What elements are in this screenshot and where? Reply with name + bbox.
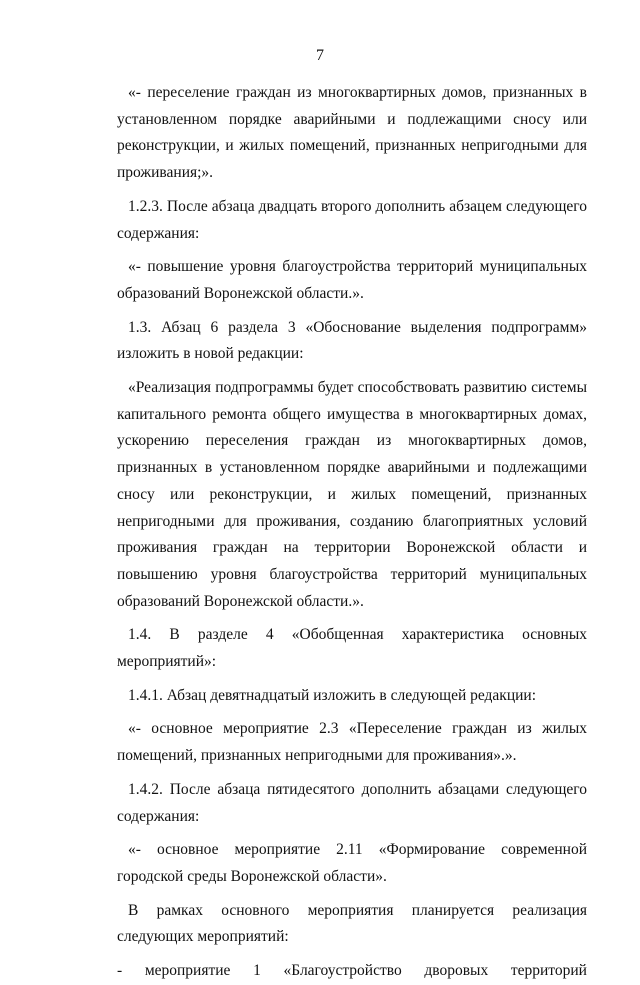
document-body (117, 80, 587, 985)
activity-1-line (117, 958, 587, 985)
paragraph-resettlement-item: «- переселение граждан из многоквартирных домов, признанных в установленном порядке аварийными и подлежащими сносу или реконструкции, и жилых помещений, признанных непригодными для проживания;». (117, 84, 587, 182)
paragraph-1-4-2: 1.4.2. После абзаца пятидесятого дополнить абзацами следующего содержания: (117, 780, 587, 825)
paragraph-1-2-3: 1.2.3. После абзаца двадцать второго дополнить абзацем следующего содержания: (117, 197, 587, 242)
paragraph-planned-activities: В рамках основного мероприятия планируется реализация следующих мероприятий: (117, 901, 587, 946)
page-number: 7 (316, 47, 324, 64)
paragraph-1-4: 1.4. В разделе 4 «Обобщенная характеристика основных мероприятий»: (117, 626, 587, 671)
activity-word-5: территорий (510, 962, 587, 980)
paragraph-main-activity-2-3: «- основное мероприятие 2.3 «Переселение граждан из жилых помещений, признанных непригодными для проживания».». (117, 720, 587, 765)
list-dash: - (117, 962, 123, 980)
activity-word-3: «Благоустройство (283, 962, 402, 980)
paragraph-subprogram-rationale: «Реализация подпрограммы будет способствовать развитию системы капитального ремонта общего имущества в многоквартирных домах, ускорению переселения граждан из многоквартирных домов, признанных в установленном порядке аварийными и подлежащими сносу или реконструкции, и жилых помещений, признанных непригодными для проживания, созданию благоприятных условий проживания граждан на территории Воронежской области и повышению уровня благоустройства территорий муниципальных образований Воронежской области.». (117, 379, 587, 610)
paragraph-1-3: 1.3. Абзац 6 раздела 3 «Обоснование выделения подпрограмм» изложить в новой редакции: (117, 318, 587, 363)
activity-word-2: 1 (253, 962, 261, 980)
activity-word-4: дворовых (424, 962, 489, 980)
activity-word-1: мероприятие (144, 962, 231, 980)
paragraph-1-4-1: 1.4.1. Абзац девятнадцатый изложить в следующей редакции: (128, 686, 537, 704)
paragraph-landscaping-item: «- повышение уровня благоустройства территорий муниципальных образований Воронежской области.». (117, 258, 587, 302)
paragraph-main-activity-2-11: «- основное мероприятие 2.11 «Формирование современной городской среды Воронежской области». (117, 841, 587, 885)
